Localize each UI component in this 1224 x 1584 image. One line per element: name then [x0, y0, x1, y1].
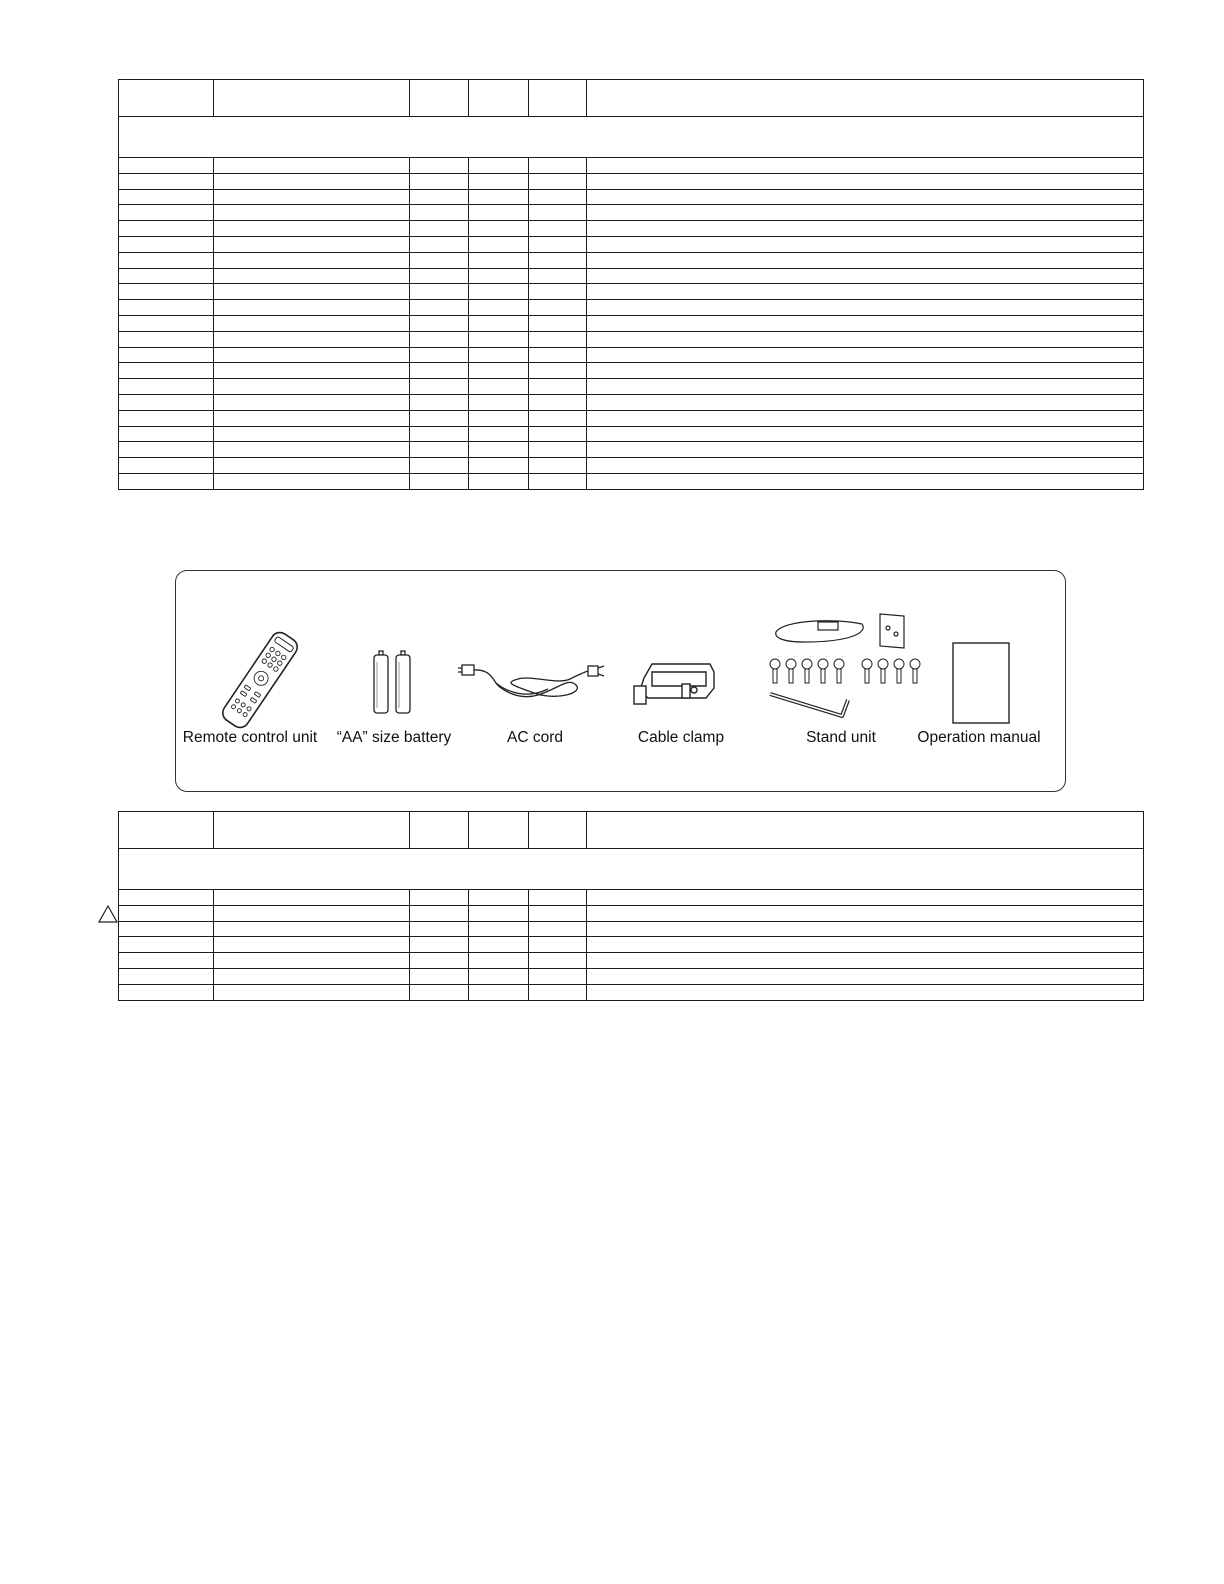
table-cell	[529, 284, 587, 300]
ac-cord-icon	[458, 655, 606, 705]
table-cell	[214, 968, 410, 984]
warning-triangle-icon	[98, 905, 118, 923]
table-cell	[119, 236, 214, 252]
table-cell	[529, 268, 587, 284]
operation-manual-icon	[950, 640, 1012, 726]
table-cell	[469, 458, 529, 474]
table-cell	[214, 331, 410, 347]
table-cell	[119, 268, 214, 284]
table-cell	[214, 410, 410, 426]
table-cell	[587, 905, 1144, 921]
table-cell	[469, 394, 529, 410]
table-cell	[469, 890, 529, 906]
table-cell	[410, 158, 469, 174]
table-cell	[214, 221, 410, 237]
table-cell	[119, 284, 214, 300]
table-cell	[587, 394, 1144, 410]
table-cell	[119, 347, 214, 363]
parts-table-bottom	[118, 811, 1144, 1001]
remote-control-label: Remote control unit	[182, 729, 318, 746]
table-cell	[529, 315, 587, 331]
table-row	[119, 937, 1144, 953]
table-cell	[119, 410, 214, 426]
table-cell	[119, 473, 214, 489]
table-cell	[119, 937, 214, 953]
table-cell	[410, 410, 469, 426]
table-row	[119, 284, 1144, 300]
table-row	[119, 394, 1144, 410]
table-cell	[469, 205, 529, 221]
table-cell	[410, 458, 469, 474]
table-cell	[587, 158, 1144, 174]
table-cell	[119, 189, 214, 205]
section-cell	[119, 117, 1144, 158]
table-cell	[529, 379, 587, 395]
table-cell	[469, 189, 529, 205]
table-cell	[529, 953, 587, 969]
parts-table-top	[118, 79, 1144, 490]
table-cell	[214, 363, 410, 379]
table-cell	[529, 300, 587, 316]
table-cell	[214, 394, 410, 410]
table-row	[119, 442, 1144, 458]
table-cell	[410, 394, 469, 410]
table-cell	[214, 937, 410, 953]
table-cell	[214, 315, 410, 331]
table-cell	[469, 347, 529, 363]
table-row	[119, 331, 1144, 347]
table-cell	[214, 890, 410, 906]
table-cell	[587, 189, 1144, 205]
table-cell	[119, 252, 214, 268]
table-cell	[529, 410, 587, 426]
table-cell	[119, 968, 214, 984]
table-cell	[529, 426, 587, 442]
table-cell	[410, 331, 469, 347]
table-cell	[214, 458, 410, 474]
table-cell	[587, 347, 1144, 363]
battery-label: “AA” size battery	[336, 729, 452, 746]
table-cell	[469, 426, 529, 442]
table-cell	[529, 458, 587, 474]
section-cell	[119, 849, 1144, 890]
table-cell	[529, 937, 587, 953]
table-row	[119, 315, 1144, 331]
table-row	[119, 968, 1144, 984]
header-cell	[469, 812, 529, 849]
table-cell	[587, 984, 1144, 1000]
table-cell	[469, 315, 529, 331]
table-row	[119, 379, 1144, 395]
table-cell	[410, 268, 469, 284]
table-cell	[214, 347, 410, 363]
table-row	[119, 921, 1144, 937]
table-cell	[119, 205, 214, 221]
table-row	[119, 905, 1144, 921]
table-cell	[119, 984, 214, 1000]
table-cell	[410, 363, 469, 379]
table-cell	[410, 968, 469, 984]
table-header-row	[119, 80, 1144, 117]
table-cell	[469, 905, 529, 921]
table-cell	[214, 173, 410, 189]
table-cell	[469, 410, 529, 426]
table-row	[119, 300, 1144, 316]
table-cell	[469, 173, 529, 189]
table-cell	[214, 284, 410, 300]
table-cell	[214, 442, 410, 458]
table-cell	[529, 905, 587, 921]
table-cell	[529, 189, 587, 205]
table-cell	[529, 394, 587, 410]
table-cell	[214, 426, 410, 442]
table-cell	[529, 442, 587, 458]
table-cell	[214, 205, 410, 221]
operation-manual-label: Operation manual	[917, 729, 1041, 746]
table-cell	[119, 379, 214, 395]
table-cell	[214, 236, 410, 252]
table-cell	[529, 921, 587, 937]
table-cell	[469, 268, 529, 284]
table-section-row	[119, 117, 1144, 158]
table-row	[119, 205, 1144, 221]
table-cell	[410, 189, 469, 205]
battery-icon	[368, 650, 418, 716]
remote-control-icon	[210, 630, 310, 730]
table-cell	[587, 473, 1144, 489]
table-cell	[469, 236, 529, 252]
table-cell	[529, 331, 587, 347]
table-cell	[469, 331, 529, 347]
ac-cord-label: AC cord	[507, 729, 563, 746]
table-cell	[529, 252, 587, 268]
table-row	[119, 268, 1144, 284]
table-cell	[469, 937, 529, 953]
table-cell	[410, 205, 469, 221]
table-cell	[587, 890, 1144, 906]
table-cell	[587, 300, 1144, 316]
table-cell	[529, 236, 587, 252]
table-cell	[119, 890, 214, 906]
table-cell	[410, 221, 469, 237]
table-cell	[587, 379, 1144, 395]
table-cell	[469, 921, 529, 937]
table-cell	[469, 363, 529, 379]
table-cell	[529, 968, 587, 984]
table-cell	[410, 284, 469, 300]
table-cell	[410, 426, 469, 442]
table-cell	[119, 905, 214, 921]
table-cell	[410, 890, 469, 906]
table-cell	[587, 252, 1144, 268]
table-cell	[587, 268, 1144, 284]
table-row	[119, 426, 1144, 442]
table-cell	[469, 300, 529, 316]
table-row	[119, 410, 1144, 426]
header-cell	[587, 812, 1144, 849]
table-cell	[214, 905, 410, 921]
table-cell	[410, 905, 469, 921]
table-cell	[410, 984, 469, 1000]
table-row	[119, 890, 1144, 906]
table-cell	[214, 268, 410, 284]
table-cell	[529, 473, 587, 489]
table-cell	[410, 236, 469, 252]
table-row	[119, 221, 1144, 237]
table-cell	[214, 473, 410, 489]
header-cell	[529, 80, 587, 117]
table-row	[119, 236, 1144, 252]
table-cell	[410, 953, 469, 969]
stand-unit-icon	[764, 612, 924, 726]
stand-unit-label: Stand unit	[806, 729, 876, 746]
table-cell	[119, 300, 214, 316]
table-cell	[214, 158, 410, 174]
cable-clamp-icon	[630, 658, 722, 710]
table-cell	[214, 921, 410, 937]
table-cell	[119, 442, 214, 458]
table-cell	[587, 953, 1144, 969]
table-row	[119, 458, 1144, 474]
table-cell	[410, 937, 469, 953]
table-cell	[119, 315, 214, 331]
header-cell	[587, 80, 1144, 117]
table-cell	[119, 158, 214, 174]
table-cell	[469, 968, 529, 984]
table-row	[119, 953, 1144, 969]
table-cell	[587, 331, 1144, 347]
header-cell	[410, 80, 469, 117]
table-cell	[469, 442, 529, 458]
table-cell	[214, 984, 410, 1000]
table-cell	[587, 315, 1144, 331]
header-cell	[529, 812, 587, 849]
header-cell	[119, 80, 214, 117]
table-cell	[119, 953, 214, 969]
table-cell	[587, 205, 1144, 221]
table-cell	[119, 426, 214, 442]
table-cell	[410, 252, 469, 268]
table-cell	[469, 379, 529, 395]
table-cell	[529, 221, 587, 237]
header-cell	[214, 812, 410, 849]
table-cell	[587, 410, 1144, 426]
table-row	[119, 984, 1144, 1000]
table-row	[119, 252, 1144, 268]
table-cell	[529, 158, 587, 174]
table-cell	[410, 921, 469, 937]
header-cell	[469, 80, 529, 117]
table-cell	[529, 205, 587, 221]
table-cell	[214, 252, 410, 268]
table-cell	[119, 394, 214, 410]
table-cell	[529, 890, 587, 906]
table-cell	[529, 363, 587, 379]
table-cell	[119, 921, 214, 937]
table-cell	[214, 379, 410, 395]
table-cell	[469, 473, 529, 489]
table-cell	[410, 300, 469, 316]
table-cell	[469, 221, 529, 237]
table-cell	[587, 284, 1144, 300]
header-cell	[410, 812, 469, 849]
table-cell	[587, 173, 1144, 189]
table-cell	[410, 442, 469, 458]
table-cell	[119, 173, 214, 189]
table-header-row	[119, 812, 1144, 849]
table-row	[119, 347, 1144, 363]
table-row	[119, 173, 1144, 189]
table-cell	[410, 315, 469, 331]
table-cell	[587, 363, 1144, 379]
table-cell	[410, 173, 469, 189]
table-cell	[410, 379, 469, 395]
table-row	[119, 363, 1144, 379]
table-cell	[469, 252, 529, 268]
table-cell	[119, 363, 214, 379]
table-cell	[587, 236, 1144, 252]
table-cell	[529, 347, 587, 363]
table-cell	[410, 473, 469, 489]
table-cell	[469, 984, 529, 1000]
table-cell	[469, 284, 529, 300]
table-cell	[119, 331, 214, 347]
table-cell	[587, 937, 1144, 953]
table-cell	[214, 189, 410, 205]
table-cell	[469, 953, 529, 969]
table-row	[119, 189, 1144, 205]
header-cell	[214, 80, 410, 117]
table-cell	[214, 953, 410, 969]
table-cell	[587, 968, 1144, 984]
table-cell	[214, 300, 410, 316]
table-section-row	[119, 849, 1144, 890]
table-cell	[410, 347, 469, 363]
table-cell	[587, 221, 1144, 237]
table-cell	[469, 158, 529, 174]
table-row	[119, 473, 1144, 489]
table-cell	[587, 442, 1144, 458]
table-cell	[587, 458, 1144, 474]
table-cell	[587, 426, 1144, 442]
header-cell	[119, 812, 214, 849]
table-cell	[119, 458, 214, 474]
table-cell	[119, 221, 214, 237]
table-cell	[587, 921, 1144, 937]
table-row	[119, 158, 1144, 174]
table-cell	[529, 173, 587, 189]
cable-clamp-label: Cable clamp	[637, 729, 725, 746]
table-cell	[529, 984, 587, 1000]
